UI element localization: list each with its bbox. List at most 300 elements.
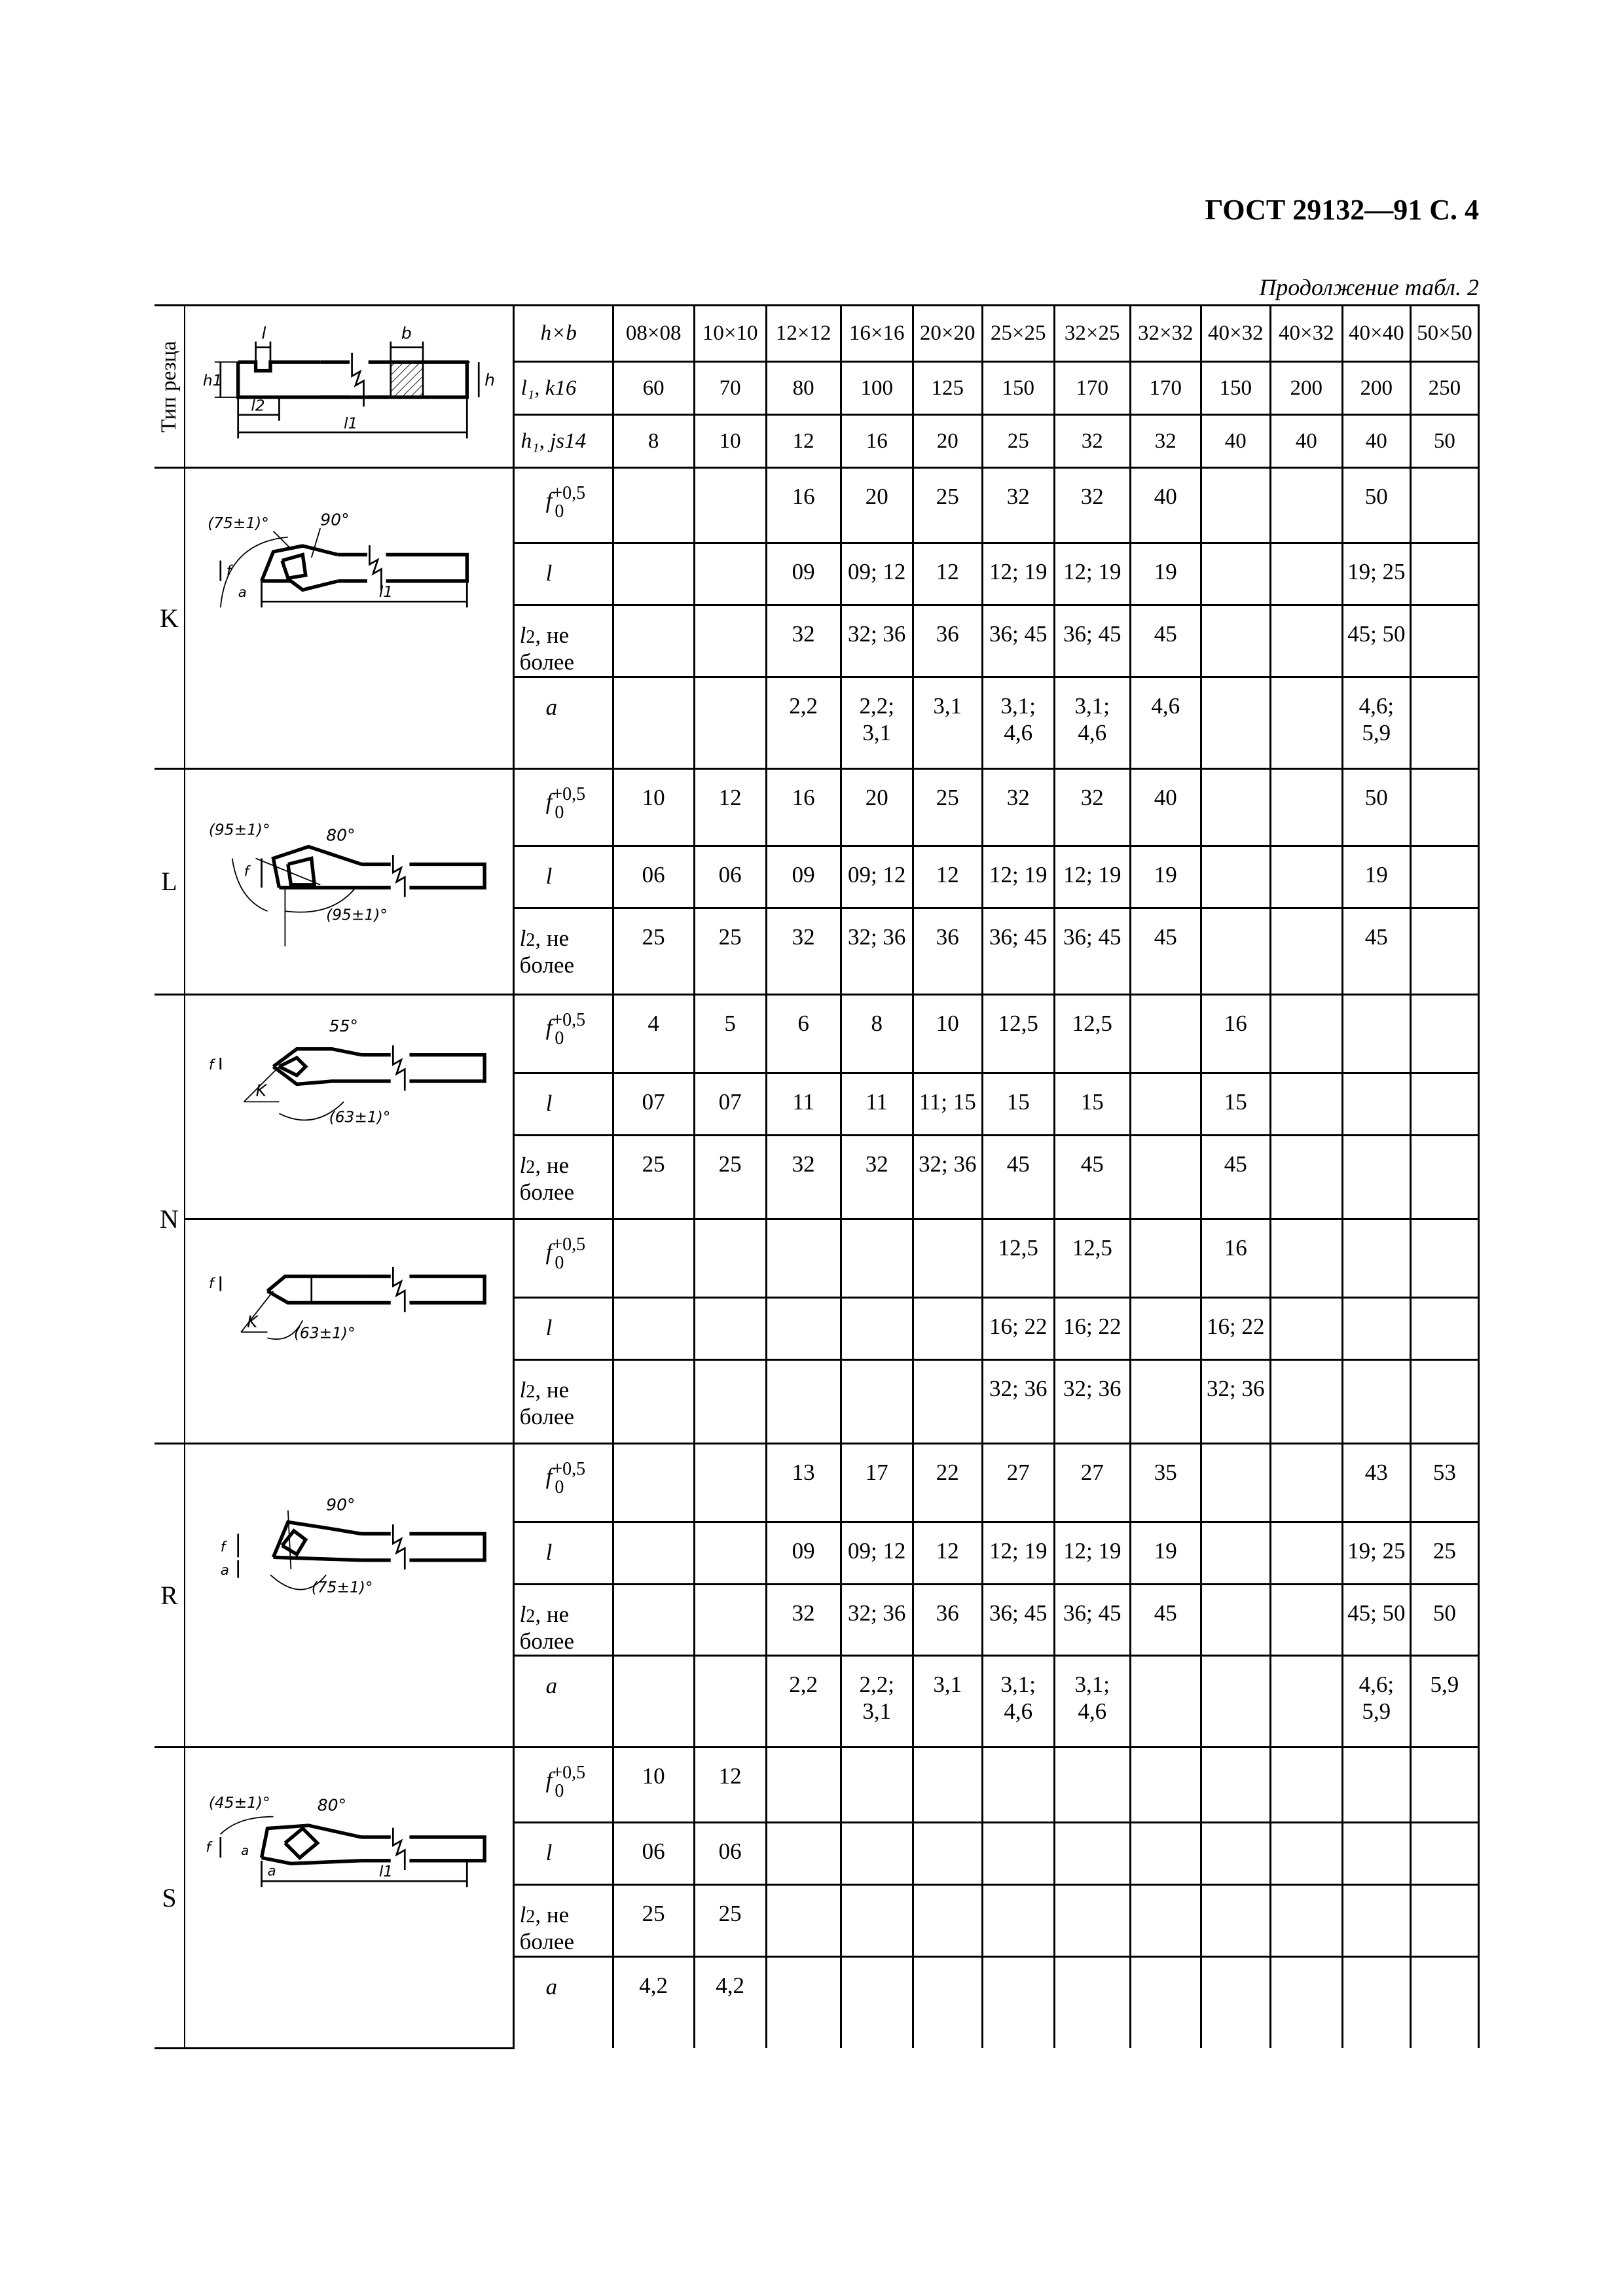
value-text: 32 [792,1600,815,1626]
param-subscript: 2 [526,626,536,647]
value-text: 3,1; 4,6 [1000,692,1036,745]
header-cell-value: 125 [931,376,964,400]
value-cell [1130,1823,1201,1885]
value-cell [1270,605,1342,677]
value-cell [913,1885,982,1957]
value-cell [694,1073,766,1135]
value-cell [913,1073,982,1135]
value-cell [913,1443,982,1522]
table-row [155,994,1479,1073]
value-cell [841,1584,913,1656]
header-dimension-drawing [185,306,513,467]
param-label-cell [513,1443,613,1522]
cutter-drawing-n2 [185,1221,513,1441]
value-cell [1130,1297,1201,1359]
value-text: 19 [1154,1537,1177,1564]
value-cell [766,468,841,543]
value-text: 40 [1154,484,1177,509]
cutter-type-cell [155,994,185,1443]
header-cell-value: 32 [1081,429,1103,453]
param-tail: , не [535,1376,570,1403]
value-cell [1130,468,1201,543]
value-cell [1130,1073,1201,1135]
value-cell [766,1073,841,1135]
value-cell [1270,1522,1342,1584]
header-cell [982,306,1054,362]
value-text: 25 [642,1901,665,1927]
value-cell [841,605,913,677]
value-cell [1054,1135,1130,1219]
header-cell [913,415,982,468]
value-text: 36 [936,924,959,950]
value-text: 35 [1154,1459,1177,1485]
value-text: 25 [642,1151,665,1177]
value-text: 11; 15 [919,1088,976,1115]
value-cell [841,1522,913,1584]
value-cell [982,1073,1054,1135]
header-cell [841,306,913,362]
value-cell [1054,677,1130,768]
param-label-cell [513,1073,613,1135]
value-cell [1270,1219,1342,1297]
value-cell [766,1359,841,1443]
value-cell [1342,1956,1410,2048]
table-row [155,1748,1479,1823]
value-cell [1201,1885,1270,1957]
value-text: 3,1; 4,6 [1000,1672,1036,1725]
header-cell-value: 08×08 [625,321,682,346]
value-text: 12 [936,861,959,888]
header-cell-value: 12×12 [775,321,831,346]
header-cell [1130,415,1201,468]
value-cell [1270,1823,1342,1885]
header-param-label [513,415,613,468]
value-text: 45 [1006,1151,1030,1177]
value-cell [841,1443,913,1522]
value-cell [766,605,841,677]
value-cell [1201,908,1270,994]
value-cell [982,1297,1054,1359]
value-cell [841,1885,913,1957]
cutter-type-label: L [161,867,177,896]
dim-l-label: l [261,323,266,343]
param-line2: более [519,1929,574,1955]
value-text: 6 [797,1010,809,1036]
value-cell [982,468,1054,543]
value-cell [1054,1359,1130,1443]
value-text: 32; 36 [1063,1375,1122,1401]
value-text: 10 [642,784,665,810]
value-cell [613,1359,694,1443]
header-cell-value: 25×25 [990,321,1046,346]
header-cell-value: 40×32 [1278,321,1334,346]
cutter-drawing-l [185,770,513,992]
value-cell [613,1135,694,1219]
value-text: 32 [865,1151,888,1177]
header-cell [1130,362,1201,415]
value-text: 45; 50 [1347,621,1406,647]
param-symbol: a [545,1973,558,2000]
angle-label: 80° [317,1796,347,1816]
value-cell [982,1135,1054,1219]
value-text: 2,2; 3,1 [859,1672,894,1725]
value-cell [1201,468,1270,543]
header-cell-value: 32 [1154,429,1176,453]
header-cell [1342,415,1410,468]
value-cell [694,994,766,1073]
value-cell [766,1522,841,1584]
value-cell [913,1135,982,1219]
value-cell [1410,1135,1478,1219]
value-cell [913,1584,982,1656]
value-text: 32 [1006,784,1030,810]
cutter-figure-cell [185,1443,513,1748]
header-cell [1270,415,1342,468]
param-subscript: 0 [555,501,564,522]
value-cell [841,908,913,994]
value-cell [613,768,694,846]
header-cell [694,362,766,415]
value-text: 32; 36 [847,621,906,647]
value-cell [1270,1073,1342,1135]
value-text: 06 [642,861,665,888]
value-text: 12,5 [1072,1010,1112,1036]
value-text: 12,5 [1072,1234,1112,1261]
param-subscript: 0 [555,1028,564,1049]
value-cell [913,1522,982,1584]
param-subsup [526,1383,535,1401]
value-text: 45 [1080,1151,1104,1177]
value-text: 16 [1224,1010,1247,1036]
param-superscript: +0,5 [552,1458,586,1479]
value-cell [982,1522,1054,1584]
value-cell [913,605,982,677]
param-line2: более [519,1179,574,1205]
value-cell [613,846,694,908]
value-text: 12; 19 [1063,861,1122,888]
header-cell-value: 60 [642,376,665,400]
value-text: 10 [642,1763,665,1789]
value-cell [913,846,982,908]
param-label-cell [513,846,613,908]
value-text: 12; 19 [989,861,1048,888]
value-cell [1054,1823,1130,1885]
header-cell [613,415,694,468]
value-text: 11 [792,1088,815,1115]
value-text: 4,2 [639,1972,668,1998]
value-cell [766,543,841,605]
k-label: K [247,1312,258,1332]
value-text: 45 [1364,924,1388,950]
value-cell [766,1584,841,1656]
value-cell [1342,1443,1410,1522]
param-superscript: +0,5 [552,783,586,804]
value-cell [1054,768,1130,846]
header-cell [1342,362,1410,415]
param-label-cell [513,1359,613,1443]
value-text: 09; 12 [847,559,906,584]
value-text: 09 [792,559,815,584]
value-cell [1130,994,1201,1073]
dim-l2-label: l2 [251,397,265,415]
value-text: 10 [936,1010,959,1036]
value-text: 12 [936,559,959,584]
header-cell-value: 150 [1002,376,1034,400]
value-cell [982,994,1054,1073]
value-cell [1130,1584,1201,1656]
value-cell [766,1443,841,1522]
value-cell [1342,468,1410,543]
value-cell [1410,543,1478,605]
value-cell [613,994,694,1073]
value-text: 16 [792,784,815,810]
value-cell [1342,1522,1410,1584]
header-cell-value: 25 [1007,429,1029,453]
param-symbol: l [519,1376,526,1403]
param-symbol: f [545,1463,553,1489]
param-symbol: l [545,1539,553,1565]
header-param-label [513,362,613,415]
param-line2: более [519,1628,574,1654]
angle-label: (45±1)° [208,1794,270,1812]
value-text: 09; 12 [847,861,906,888]
param-symbol: f [545,488,553,514]
value-cell [1270,1135,1342,1219]
value-text: 32; 36 [918,1151,977,1177]
cutter-drawing-k [185,473,513,763]
value-text: 36 [936,621,959,647]
value-cell [766,1656,841,1748]
header-cell-value: 200 [1290,376,1323,400]
value-cell [613,1885,694,1957]
header-cell-value: 80 [792,376,814,400]
value-cell [1201,1748,1270,1823]
param-symbol: a [545,694,558,720]
value-text: 19; 25 [1347,559,1406,584]
value-text: 36; 45 [1063,924,1122,950]
table-caption: Продолжение табл. 2 [1259,274,1479,300]
value-cell [1410,846,1478,908]
cutter-type-label: R [160,1580,178,1610]
value-text: 32 [1080,484,1104,509]
value-text: 32 [792,924,815,950]
cutter-figure-cell [185,994,513,1219]
param-superscript: +0,5 [552,1763,586,1784]
value-text: 22 [936,1459,959,1485]
type-column-label: Тип резца [157,340,181,433]
header-param-label [513,306,613,362]
value-text: 09 [792,861,815,888]
dim-f-label: f [208,1276,214,1293]
value-cell [1130,543,1201,605]
value-cell [766,1748,841,1823]
value-text: 16 [792,484,815,509]
value-cell [1410,1823,1478,1885]
value-text: 2,2 [789,1672,818,1698]
value-text: 09; 12 [847,1537,906,1564]
value-text: 20 [865,784,888,810]
value-text: 45; 50 [1347,1600,1406,1626]
value-cell [982,768,1054,846]
header-cell-value: 200 [1360,376,1393,400]
param-label-cell [513,1584,613,1656]
header-cell [766,415,841,468]
value-cell [1270,677,1342,768]
header-cell [694,415,766,468]
angle-label: 90° [320,510,350,529]
param-symbol: l [519,622,526,648]
header-cell [982,362,1054,415]
value-cell [1130,1885,1201,1957]
param-tail: , не [535,1902,570,1928]
value-cell [1342,1135,1410,1219]
value-cell [694,1823,766,1885]
value-cell [613,1823,694,1885]
value-cell [1054,1656,1130,1748]
angle-label: (75±1)° [311,1578,373,1596]
value-cell [982,1443,1054,1522]
param-subscript: 2 [526,929,536,950]
param-label-cell [513,1823,613,1885]
value-cell [1342,677,1410,768]
value-cell [982,1656,1054,1748]
dim-f-label: f [244,863,249,880]
header-cell-value: 10×10 [702,321,758,346]
param-label-cell [513,677,613,768]
value-cell [1410,1956,1478,2048]
header-cell [982,415,1054,468]
value-cell [1201,1656,1270,1748]
value-cell [1130,1219,1201,1297]
dim-a-label: a [267,1863,276,1880]
value-cell [913,1956,982,2048]
param-subscript: 2 [526,1157,536,1177]
value-cell [1201,768,1270,846]
value-text: 36 [936,1600,959,1626]
dim-h-label: h [484,370,496,390]
value-text: 45 [1154,1600,1177,1626]
value-cell [841,1135,913,1219]
value-text: 4,6 [1151,692,1180,719]
param-label-cell [513,1522,613,1584]
value-cell [913,768,982,846]
value-cell [613,1443,694,1522]
param-subscript: 0 [555,802,564,823]
value-cell [766,846,841,908]
value-cell [1342,1219,1410,1297]
header-cell [841,362,913,415]
header-cell-value: 12 [792,429,814,453]
param-superscript: +0,5 [552,1234,586,1255]
value-text: 4,6; 5,9 [1359,1672,1395,1725]
value-cell [613,1219,694,1297]
value-text: 19 [1154,861,1177,888]
value-cell [1342,846,1410,908]
header-cell [1130,306,1201,362]
value-text: 36; 45 [989,1600,1048,1626]
value-cell [841,1656,913,1748]
value-cell [1342,1656,1410,1748]
value-cell [1410,605,1478,677]
value-text: 32 [792,1151,815,1177]
value-cell [913,1219,982,1297]
value-text: 36; 45 [1063,621,1122,647]
param-symbol: l [545,863,553,889]
header-cell [1054,306,1130,362]
value-cell [1410,908,1478,994]
dim-l1-label: l1 [378,583,393,601]
header-cell [766,306,841,362]
value-cell [1130,605,1201,677]
value-cell [694,1748,766,1823]
param-subsup [526,1607,535,1626]
param-subsup [526,628,535,647]
value-text: 50 [1364,484,1388,509]
value-cell [1410,1584,1478,1656]
value-cell [694,1219,766,1297]
param-label-cell [513,994,613,1073]
value-cell [1130,768,1201,846]
angle-label: (63±1)° [329,1108,391,1126]
param-label-cell [513,543,613,605]
value-cell [1342,1359,1410,1443]
value-cell [1201,1219,1270,1297]
param-symbol: f [545,1238,553,1265]
header-cell-value: 50 [1433,429,1455,453]
dim-l1-label: l1 [378,1863,393,1881]
value-cell [1270,543,1342,605]
param-subsup [526,1158,535,1177]
header-cell-value: 32×25 [1064,321,1120,346]
header-cell-value: 40 [1295,429,1317,453]
value-cell [841,1359,913,1443]
param-label-cell [513,1748,613,1823]
value-text: 4,2 [716,1972,745,1998]
value-text: 06 [718,861,742,888]
param-subsup [552,484,585,521]
value-text: 25 [936,784,959,810]
value-cell [1270,846,1342,908]
value-cell [694,1584,766,1656]
value-text: 12; 19 [989,559,1048,584]
header-cell [766,362,841,415]
value-cell [766,1956,841,2048]
value-text: 12; 19 [1063,1537,1122,1564]
value-cell [1342,908,1410,994]
value-cell [1054,1297,1130,1359]
value-cell [1201,1135,1270,1219]
value-cell [841,543,913,605]
cutter-drawing-n1 [185,996,513,1217]
header-cell [1201,415,1270,468]
header-cell-value: 40×32 [1207,321,1264,346]
value-cell [1054,846,1130,908]
value-cell [613,468,694,543]
value-cell [1130,1522,1201,1584]
value-text: 17 [865,1459,888,1485]
value-cell [613,908,694,994]
param-symbol: l [519,925,526,951]
value-text: 32; 36 [847,924,906,950]
value-cell [1342,605,1410,677]
value-text: 06 [718,1839,742,1865]
value-text: 32 [792,621,815,647]
value-cell [1342,1885,1410,1957]
value-cell [1054,1522,1130,1584]
value-cell [1410,677,1478,768]
value-cell [613,605,694,677]
value-cell [1410,1522,1478,1584]
